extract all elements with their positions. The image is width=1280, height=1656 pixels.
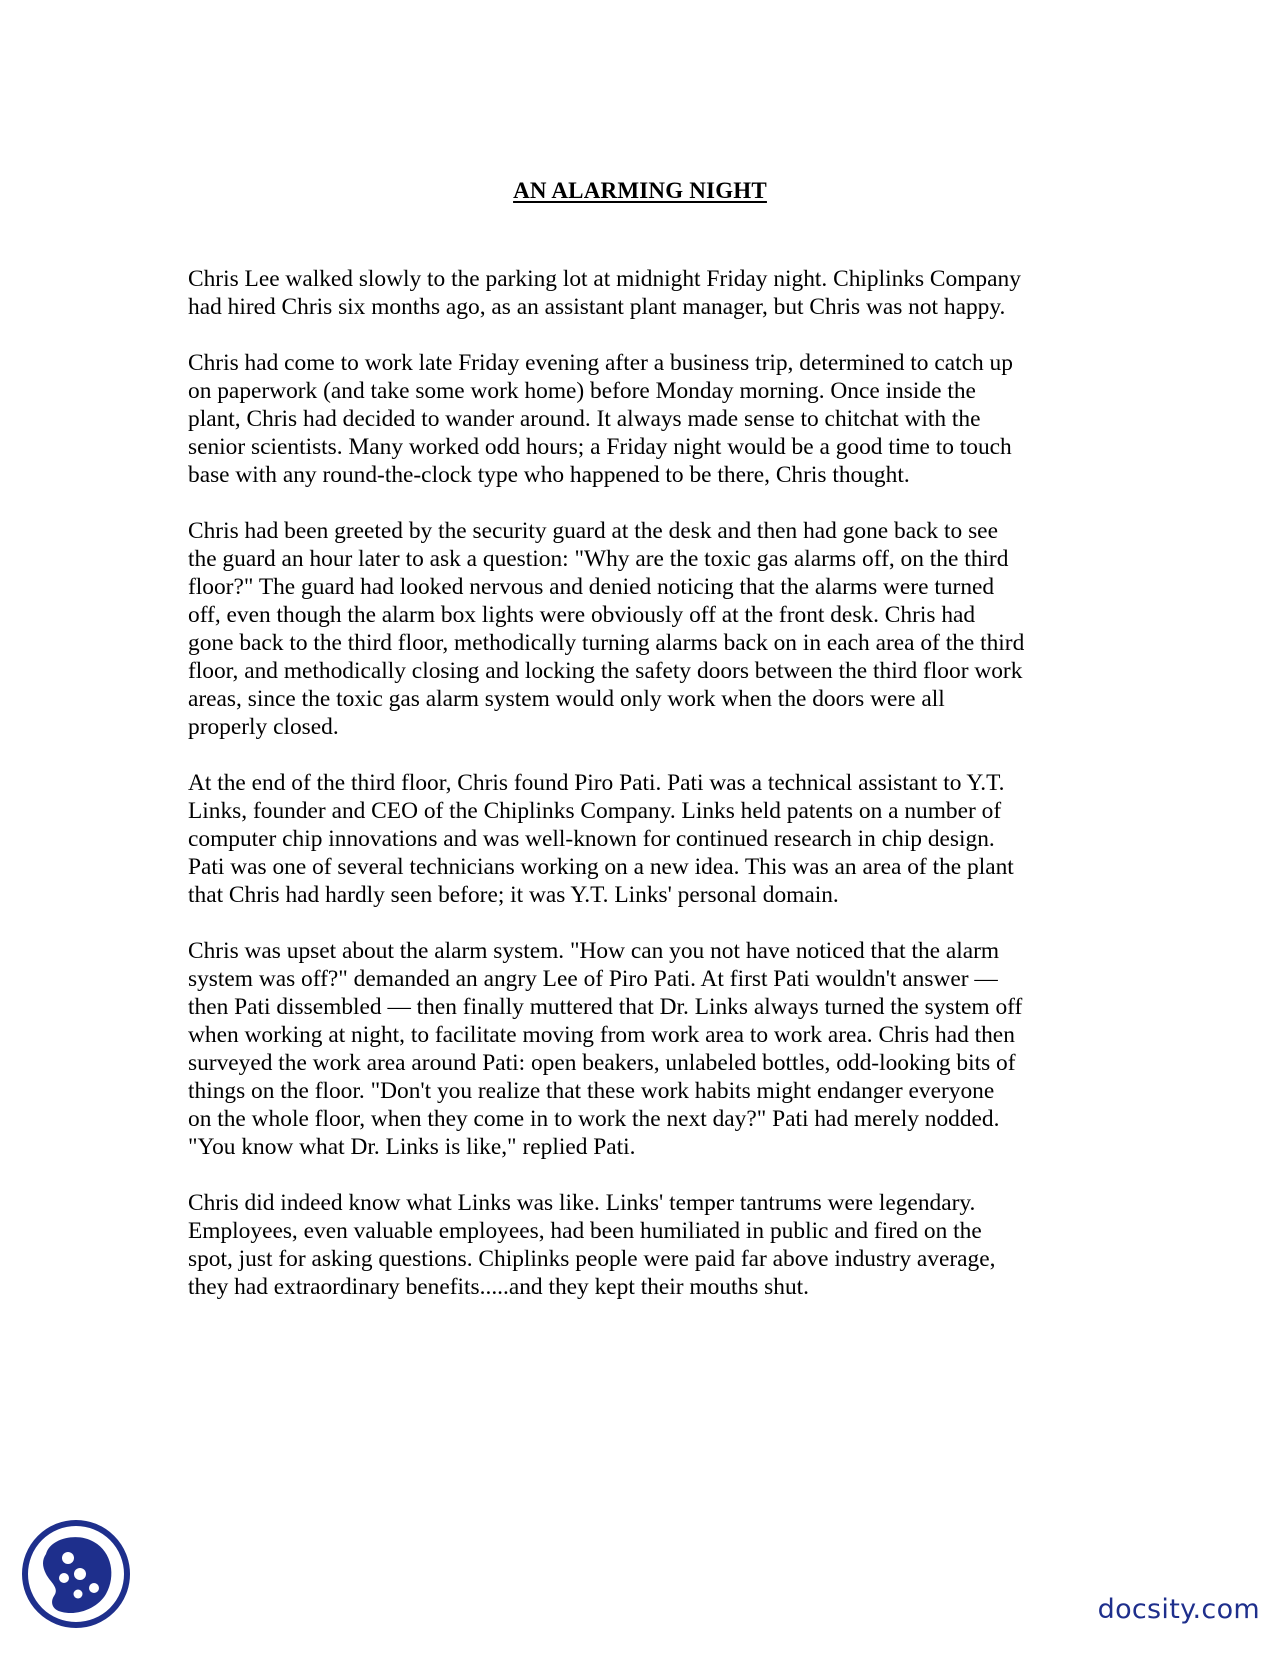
document-title: AN ALARMING NIGHT	[513, 178, 767, 203]
paragraph-2: Chris had come to work late Friday evening after a business trip, determined to catch up on paperwork (and take some work home) before Monday morning. Once inside the plant, Chris had decided to wander around. It always made sense to chitchat with the senior scientists. Many worked odd hours; a Friday night would be a good time to touch base with any round-the-clock type who happened to be there, Chris thought.	[188, 350, 1013, 488]
docsity-brand-link[interactable]: docsity.com	[1097, 1594, 1260, 1625]
paragraph-4: At the end of the third floor, Chris found Piro Pati. Pati was a technical assistant to Y.T. Links, founder and CEO of the Chiplinks Company. Links held patents on a number of computer chip innovations and was well-known for continued research in chip design. Pati was one of several technicians working on a new idea. This was an area of the plant that Chris had hardly seen before; it was Y.T. Links' personal domain.	[188, 770, 1014, 908]
docsity-logo-icon[interactable]	[20, 1518, 132, 1630]
paragraph-6: Chris did indeed know what Links was like. Links' temper tantrums were legendary. Employees, even valuable employees, had been humiliated in public and fired on the spot, just for asking questions. Chiplinks people were paid far above industry average, they had extraordinary benefits.....and they kept their mouths shut.	[188, 1190, 996, 1300]
paragraph-1: Chris Lee walked slowly to the parking lot at midnight Friday night. Chiplinks Company had hired Chris six months ago, as an assistant plant manager, but Chris was not happy.	[188, 266, 1021, 320]
paragraph-5: Chris was upset about the alarm system. "How can you not have noticed that the alarm system was off?" demanded an angry Lee of Piro Pati. At first Pati wouldn't answer — then Pati dissembled — then finally muttered that Dr. Links always turned the system off when working at night, to facilitate moving from work area to work area. Chris had then surveyed the work area around Pati: open beakers, unlabeled bottles, odd-looking bits of things on the floor. "Don't you realize that these work habits might endanger everyone on the whole floor, when they come in to work the next day?" Pati had merely nodded. "You know what Dr. Links is like," replied Pati.	[188, 938, 1023, 1160]
paragraph-3: Chris had been greeted by the security guard at the desk and then had gone back to see the guard an hour later to ask a question: "Why are the toxic gas alarms off, on the third floor?" The guard had looked nervous and denied noticing that the alarms were turned off, even though the alarm box lights were obviously off at the front desk. Chris had gone back to the third floor, methodically turning alarms back on in each area of the third floor, and methodically closing and locking the safety doors between the third floor work areas, since the toxic gas alarm system would only work when the doors were all properly closed.	[188, 518, 1025, 740]
document-body	[188, 265, 1108, 1329]
